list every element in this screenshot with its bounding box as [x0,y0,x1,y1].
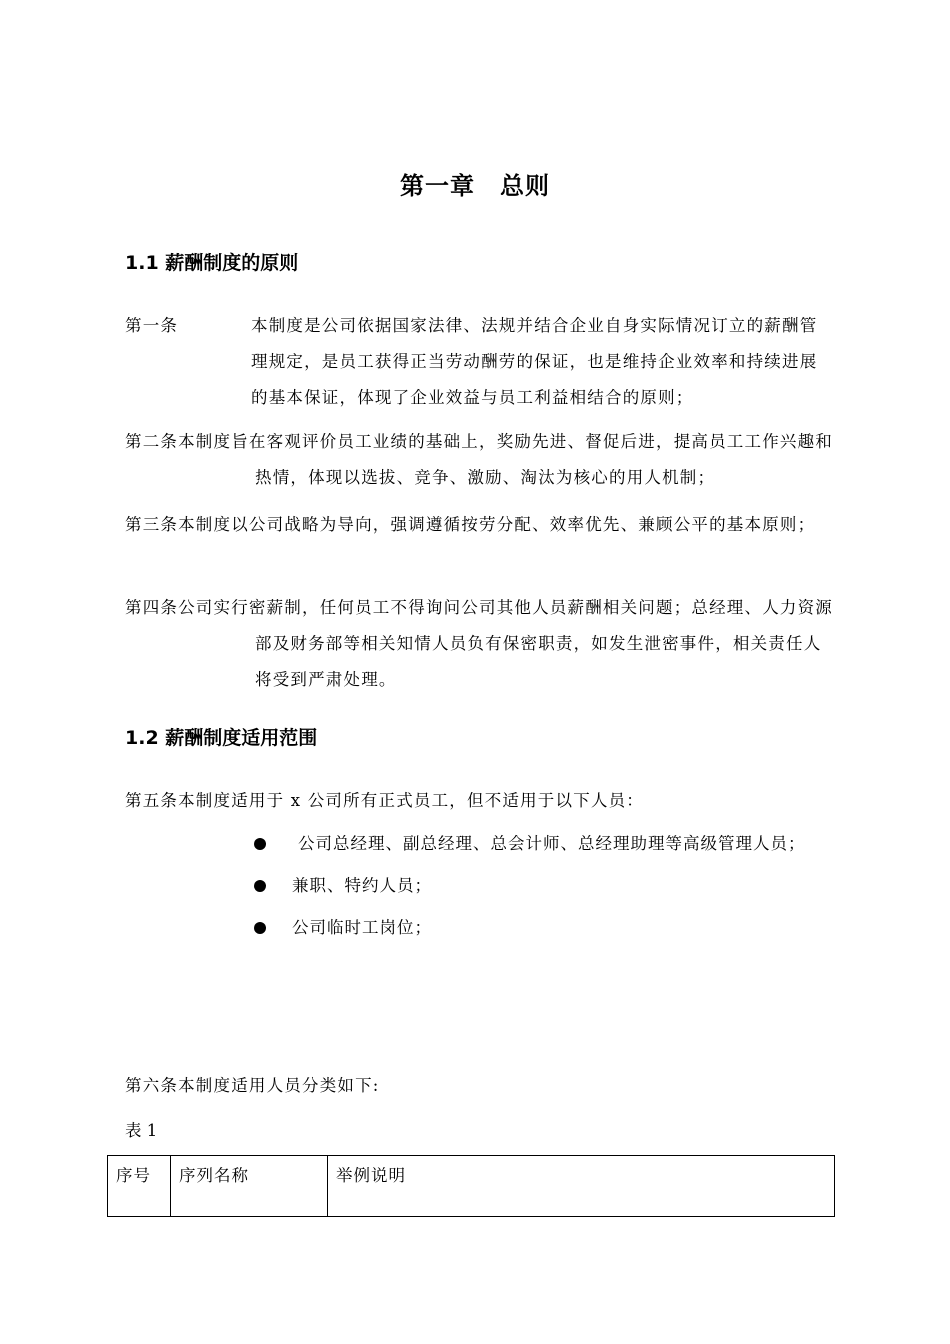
table-header-cell: 序号 [108,1156,171,1217]
list-item [252,868,832,904]
personnel-table [107,1155,835,1217]
list-item [252,826,832,862]
article-5 [125,783,835,819]
table-header-row [108,1156,835,1217]
article-1 [125,308,835,416]
bullet-icon [254,838,266,850]
table-header-cell: 序列名称 [171,1156,328,1217]
article-label: 第一条 [125,316,179,335]
article-text: 第五条本制度适用于 x 公司所有正式员工，但不适用于以下人员： [125,791,644,810]
list-item [252,910,832,946]
article-text: 第二条本制度旨在客观评价员工业绩的基础上，奖励先进、督促后进，提高员工工作兴趣和热情，体现以选拔、竞争、激励、淘汰为核心的用人机制； [125,432,833,487]
article-4 [125,590,835,698]
article-text: 第三条本制度以公司战略为导向，强调遵循按劳分配、效率优先、兼顾公平的基本原则； [125,515,816,534]
bullet-icon [254,922,266,934]
article-text: 本制度是公司依据国家法律、法规并结合企业自身实际情况订立的薪酬管理规定，是员工获得正当劳动酬劳的保证，也是维持企业效率和持续进展的基本保证，体现了企业效益与员工利益相结合的原则； [251,316,818,407]
article-6: 第六条本制度适用人员分类如下: [125,1076,380,1095]
article-text: 第四条公司实行密薪制，任何员工不得询问公司其他人员薪酬相关问题；总经理、人力资源部及财务部等相关知情人员负有保密职责，如发生泄密事件，相关责任人将受到严肃处理。 [125,598,833,689]
section-heading-1-2: 1.2 薪酬制度适用范围 [125,727,318,749]
chapter-title: 第一章 总则 [400,172,550,200]
article-3 [125,507,835,543]
bullet-icon [254,880,266,892]
list-item-text: 公司总经理、副总经理、总会计师、总经理助理等高级管理人员； [298,834,806,853]
excluded-personnel-list [252,826,832,952]
list-item-text: 公司临时工岗位； [292,918,432,937]
table-header-cell: 举例说明 [328,1156,835,1217]
section-heading-1-1: 1.1 薪酬制度的原则 [125,252,299,274]
table-caption: 表 1 [125,1121,158,1140]
article-2 [125,424,835,496]
list-item-text: 兼职、特约人员； [292,876,432,895]
